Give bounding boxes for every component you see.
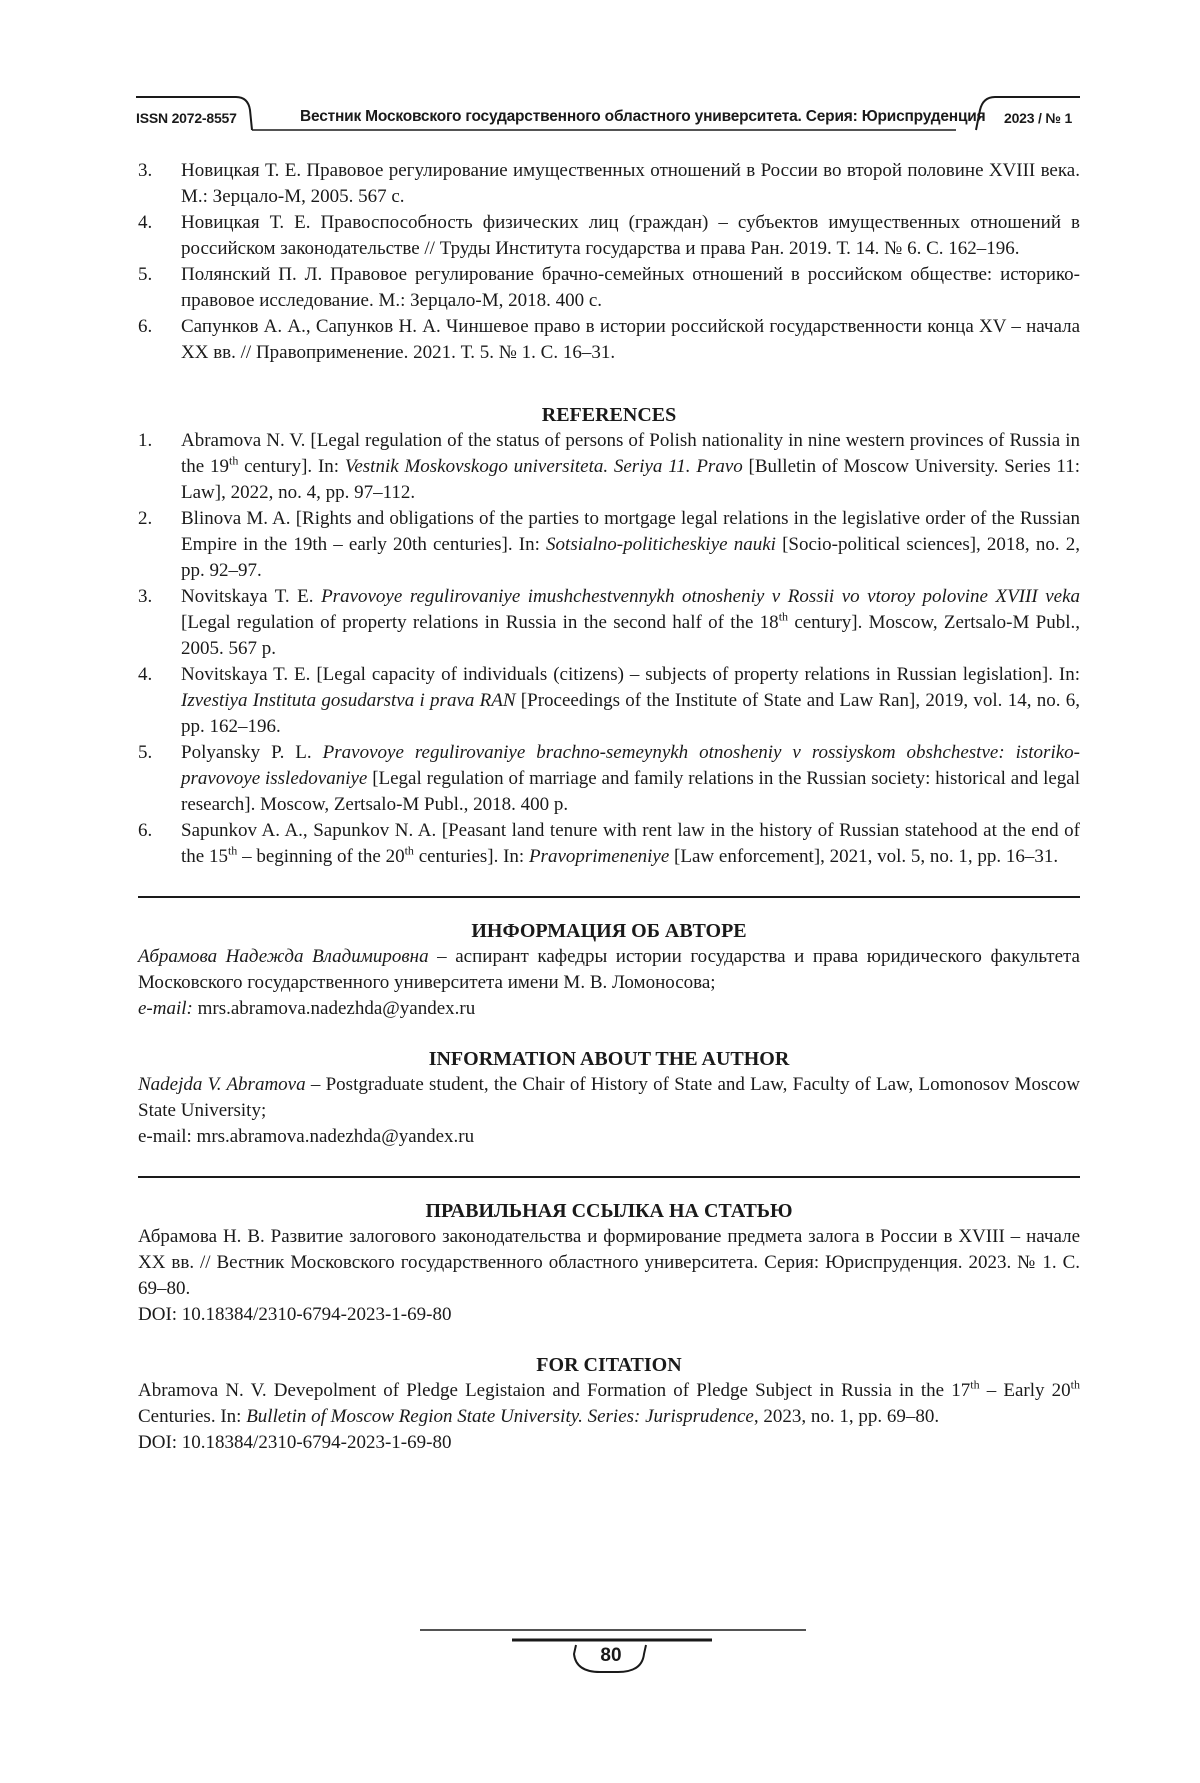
- page-content: [138, 158, 1080, 1456]
- header-issue: 2023 / № 1: [1004, 110, 1072, 126]
- list-item: 6. Сапунков А. А., Сапунков Н. А. Чиншевое право в истории российской государственности конца XV – начала XX вв. // Правоприменение. 2021. Т. 5. № 1. С. 16–31.: [138, 314, 1080, 366]
- list-item: 5. Полянский П. Л. Правовое регулирование брачно-семейных отношений в российском обществе: историко-правовое исследование. М.: Зерцало-М, 2018. 400 с.: [138, 262, 1080, 314]
- list-item: 1. Abramova N. V. [Legal regulation of the status of persons of Polish nationality in nine western provinces of Russia in the 19th century]. In: Vestnik Moskovskogo universiteta. Seriya 11. Pravo [Bulletin of Moscow University. Series 11: Law], 2022, no. 4, pp. 97–112.: [138, 428, 1080, 506]
- author-info-en: Nadejda V. Abramova – Postgraduate student, the Chair of History of State and Law, Faculty of Law, Lomonosov Moscow State University; e-mail: mrs.abramova.nadezhda@yandex.ru: [138, 1072, 1080, 1150]
- citation-en: Abramova N. V. Devepolment of Pledge Legistaion and Formation of Pledge Subject in Russia in the 17th – Early 20th Centuries. In: Bulletin of Moscow Region State University. Series: Jurisprudence, 2023, no. 1, pp. 69–80. DOI: 10.18384/2310-6794-2023-1-69-80: [138, 1378, 1080, 1456]
- list-item: 2. Blinova M. A. [Rights and obligations of the parties to mortgage legal relations in the legislative order of the Russian Empire in the 19th – early 20th centuries]. In: Sotsialno-politicheskiye nauki [Socio-political sciences], 2018, no. 2, pp. 92–97.: [138, 506, 1080, 584]
- list-item: 6. Sapunkov A. A., Sapunkov N. A. [Peasant land tenure with rent law in the history of Russian statehood at the end of the 15th – beginning of the 20th centuries]. In: Pravoprimeneniye [Law enforcement], 2021, vol. 5, no. 1, pp. 16–31.: [138, 818, 1080, 870]
- list-item: 4. Новицкая Т. Е. Правоспособность физических лиц (граждан) – субъектов имущественных отношений в российском законодательстве // Труды Института государства и права Ран. 2019. Т. 14. № 6. С. 162–196.: [138, 210, 1080, 262]
- page-number: 80: [586, 1645, 636, 1667]
- russian-reference-list: [138, 158, 1080, 366]
- author-info-ru: Абрамова Надежда Владимировна – аспирант кафедры истории государства и права юридического факультета Московского государственного университета имени М. В. Ломоносова; e-mail: mrs.abramova.nadezhda@yandex.ru: [138, 944, 1080, 1022]
- author-info-ru-title: ИНФОРМАЦИЯ ОБ АВТОРЕ: [138, 918, 1080, 944]
- references-title: REFERENCES: [138, 402, 1080, 428]
- english-reference-list: [138, 428, 1080, 870]
- list-item: 3. Novitskaya T. E. Pravovoye regulirovaniye imushchestvennykh otnosheniy v Rossii vo vtoroy polovine XVIII veka [Legal regulation of property relations in Russia in the second half of the 18th century]. Moscow, Zertsalo-M Publ., 2005. 567 p.: [138, 584, 1080, 662]
- list-item: 5. Polyansky P. L. Pravovoye regulirovaniye brachno-semeynykh otnosheniy v rossiyskom obshchestve: istoriko-pravovoye issledovaniye [Legal regulation of marriage and family relations in the Russian society: historical and legal research]. Moscow, Zertsalo-M Publ., 2018. 400 p.: [138, 740, 1080, 818]
- list-item: 4. Novitskaya T. E. [Legal capacity of individuals (citizens) – subjects of property relations in Russian legislation]. In: Izvestiya Instituta gosudarstva i prava RAN [Proceedings of the Institute of State and Law Ran], 2019, vol. 14, no. 6, pp. 162–196.: [138, 662, 1080, 740]
- author-info-en-title: INFORMATION ABOUT THE AUTHOR: [138, 1046, 1080, 1072]
- citation-ru: Абрамова Н. В. Развитие залогового законодательства и формирование предмета залога в России в XVIII – начале XX вв. // Вестник Московского государственного областного университета. Серия: Юриспруденция. 2023. № 1. С. 69–80. DOI: 10.18384/2310-6794-2023-1-69-80: [138, 1224, 1080, 1328]
- header-issn: ISSN 2072-8557: [136, 110, 237, 126]
- citation-en-title: FOR CITATION: [138, 1352, 1080, 1378]
- list-item: 3. Новицкая Т. Е. Правовое регулирование имущественных отношений в России во второй половине XVIII века. М.: Зерцало-М, 2005. 567 с.: [138, 158, 1080, 210]
- header-journal-title: Вестник Московского государственного областного университета. Серия: Юриспруденция: [300, 108, 985, 126]
- citation-ru-title: ПРАВИЛЬНАЯ ССЫЛКА НА СТАТЬЮ: [138, 1198, 1080, 1224]
- page-header: [0, 0, 1200, 140]
